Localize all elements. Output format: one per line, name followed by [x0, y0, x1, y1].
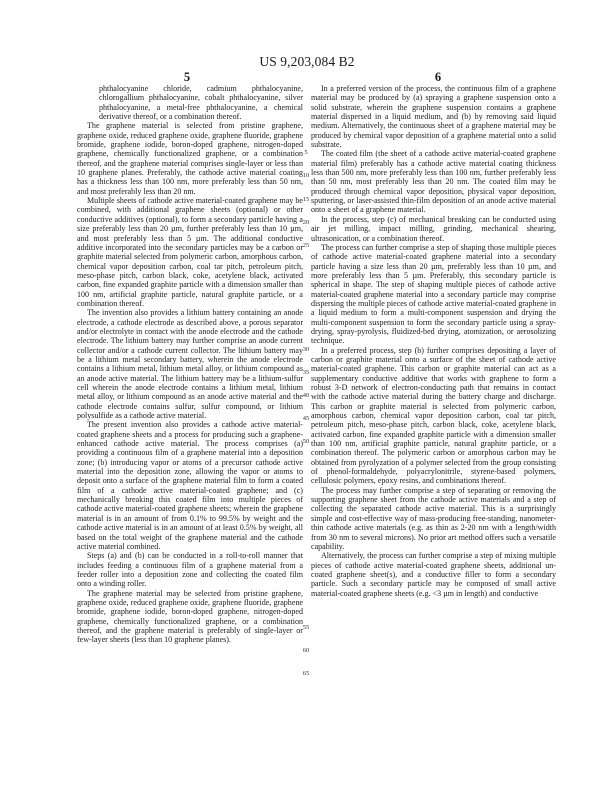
line-number: 35 — [302, 369, 310, 376]
patent-number: US 9,203,084 B2 — [259, 54, 355, 69]
left-column-number: 5 — [183, 70, 191, 84]
right-column-number: 6 — [434, 70, 442, 84]
paragraph: Alternatively, the process can further comprise a step of mixing multiple pieces of cathode active material-coated graphene sheets, additional un-coated graphene sheet(s), and a conductive filler to form a secondary particle. Such a secondary particle may be composed of small active material-coated graphene sheets (e.g. <3 µm in length) and conductive — [311, 551, 556, 598]
line-number: 40 — [302, 392, 310, 399]
paragraph: Steps (a) and (b) can be conducted in a roll-to-roll manner that includes feeding a continuous film of a graphene material from a feeder roller into a deposition zone and collecting the coated film onto a winding roller. — [77, 551, 303, 589]
line-number: 15 — [302, 196, 310, 203]
line-number: 55 — [302, 624, 310, 631]
line-number: 65 — [302, 670, 310, 677]
line-number: 25 — [302, 242, 310, 249]
paragraph: In a preferred version of the process, the continuous film of a graphene material may be produced by (a) spraying a graphene suspension onto a solid substrate, wherein the graphene suspension contains a graphene material dispersed in a liquid medium, and (b) by removing said liquid medium. Alternatively, the continuous sheet of a graphene material may be produced by chemical vapor deposition of a graphene material onto a solid substrate. — [311, 84, 556, 150]
right-column — [311, 84, 556, 598]
paragraph: In a preferred process, step (b) further comprises depositing a layer of carbon or graphite material onto a surface of the sheet of cathode active material-coated graphene. This carbon or graphite material can act as a supplementary conductive additive that works with graphene to form a robust 3-D network of electron-conducting path that remains in contact with the cathode active material during the battery charge and discharge. This carbon or graphite material is selected from polymeric carbon, amorphous carbon, chemical vapor deposition carbon, coal tar pitch, petroleum pitch, meso-phase pitch, carbon black, coke, acetylene black, activated carbon, fine expanded graphite particle with a dimension smaller than 100 nm, artificial graphite particle, natural graphite particle, or a combination thereof. The polymeric carbon or amorphous carbon may be obtained from pyrolyzation of a polymer selected from the group consisting of phenol-formaldehyde, polyacrylonitrile, styrene-based polymers, cellulosic polymers, epoxy resins, and combinations thereof. — [311, 345, 556, 486]
line-number: 20 — [302, 219, 310, 226]
line-number: 5 — [304, 149, 308, 156]
paragraph: The process may further comprise a step of separating or removing the supporting graphene sheet from the cathode active materials and a step of collecting the separated cathode active material. This is a surprisingly simple and cost-effective way of mass-producing free-standing, nanometer-thin cathode active materials (e.g. as thin as 2-20 nm with a length/width from 30 nm to several microns). No prior art method offers such a versatile capability. — [311, 485, 556, 551]
paragraph: The coated film (the sheet of a cathode active material-coated graphene material film) preferably has a cathode active material coating thickness less than 500 nm, more preferably less than 100 nm, further preferably less than 50 nm, most preferably less than 20 nm. The coated film may be produced through chemical vapor deposition, physical vapor deposition, sputtering, or laser-assisted thin-film deposition of an anode active material onto a sheet of a graphene material. — [311, 149, 556, 215]
line-number: 60 — [302, 647, 310, 654]
line-number: 30 — [302, 346, 310, 353]
line-number: 45 — [302, 415, 310, 422]
line-number: 10 — [302, 172, 310, 179]
paragraph: The graphene material may be selected from pristine graphene, graphene oxide, reduced graphene oxide, graphene fluoride, graphene bromide, graphene iodide, boron-doped graphene, nitrogen-doped graphene, chemically functionalized graphene, or a combination thereof, and the graphene material is preferably of single-layer or few-layer sheets (less than 10 graphene planes). — [77, 588, 303, 645]
paragraph: Multiple sheets of cathode active material-coated graphene may be combined, with additional graphene sheets (optional) or other conductive additives (optional), to form a secondary particle having a size preferably less than 20 µm, further preferably less than 10 µm, and most preferably less than 5 µm. The additional conductive additive incorporated into the secondary particles may be a carbon or graphite material selected from polymeric carbon, amorphous carbon, chemical vapor deposition carbon, coal tar pitch, petroleum pitch, meso-phase pitch, carbon black, coke, acetylene black, activated carbon, fine expanded graphite particle with a dimension smaller than 100 nm, artificial graphite particle, natural graphite particle, or a combination thereof. — [77, 196, 303, 308]
paragraph: The graphene material is selected from pristine graphene, graphene oxide, reduced graphene oxide, graphene fluoride, graphene bromide, graphene iodide, boron-doped graphene, nitrogen-doped graphene, chemically functionalized graphene, or a combination thereof, and the graphene material comprises single-layer or less than 10 graphene planes. Preferably, the cathode active material coating has a thickness less than 100 nm, more preferably less than 50 nm, and most preferably less than 20 nm. — [77, 121, 303, 196]
paragraph: The process can further comprise a step of shaping those multiple pieces of cathode active material-coated graphene material into a secondary particle having a size less than 20 µm, preferably less than 10 µm, and more preferably less than 5 µm. Preferably, this secondary particle is spherical in shape. The step of shaping multiple pieces of cathode active material-coated graphene material into a secondary particle may comprise dispersing the multiple pieces of cathode active material-coated graphene in a liquid medium to form a multi-component suspension and drying the multi-component suspension to form the secondary particle using a spray-drying, spray-pyrolysis, fluidized-bed drying, atomization, or aerosolizing technique. — [311, 242, 556, 346]
paragraph: phthalocyanine chloride, cadmium phthalocyanine, chlorogallium phthalocyanine, cobalt phthalocyanine, silver phthalocyanine, a metal-free phthalocyanine, a chemical derivative thereof, or a combination thereof. — [99, 84, 303, 122]
line-number: 50 — [302, 438, 310, 445]
paragraph: The present invention also provides a cathode active material-coated graphene sheets and a process for producing such a graphene-enhanced cathode active material. The process comprises (a) providing a continuous film of a graphene material into a deposition zone; (b) introducing vapor or atoms of a precursor cathode active material into the deposition zone, allowing the vapor or atoms to deposit onto a surface of the graphene material film to form a coated film of a cathode active material-coated graphene; and (c) mechanically breaking this coated film into multiple pieces of cathode active material-coated graphene sheets; wherein the graphene material is in an amount of from 0.1% to 99.5% by weight and the cathode active material is in an amount of at least 0.5% by weight, all based on the total weight of the graphene material and the cathode active material combined. — [77, 420, 303, 551]
paragraph: In the process, step (c) of mechanical breaking can be conducted using air jet milling, impact milling, grinding, mechanical shearing, ultrasonication, or a combination thereof. — [311, 214, 556, 243]
left-column — [77, 84, 303, 645]
paragraph: The invention also provides a lithium battery containing an anode electrode, a cathode electrode as described above, a porous separator and/or electrolyte in contact with the anode electrode and the cathode electrode. The lithium battery may further comprise an anode current collector and/or a cathode current collector. The lithium battery may be a lithium metal secondary battery, wherein the anode electrode contains a lithium metal, lithium metal alloy, or lithium compound as an anode active material. The lithium battery may be a lithium-sulfur cell wherein the anode electrode contains a lithium metal, lithium metal alloy, or lithium compound as an anode active material and the cathode electrode contains sulfur, sulfur compound, or lithium polysulfide as a cathode active material. — [77, 308, 303, 421]
